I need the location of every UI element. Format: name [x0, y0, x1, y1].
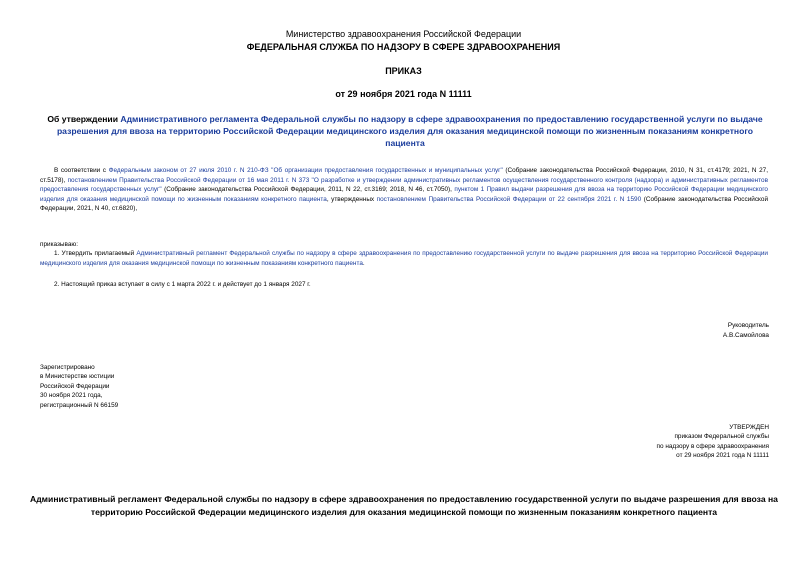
item1-text-1: 1. Утвердить прилагаемый [54, 250, 137, 257]
doc-type: ПРИКАЗ [385, 66, 422, 76]
registration-line-5: регистрационный N 66159 [40, 401, 119, 409]
order-word: приказываю: [40, 241, 78, 248]
approval-line-1: УТВЕРЖДЕН [729, 424, 769, 431]
ministry-name: Министерство здравоохранения Российской Федерации [285, 29, 522, 39]
preamble-text-1: В соответствии с [54, 167, 109, 174]
signatory-name: А.В.Самойлова [722, 332, 769, 339]
registration-line-2: в Министерстве юстиции [40, 373, 115, 381]
approval-block [657, 423, 769, 461]
link-administrative-regulation[interactable]: Административный регламент Федеральной службы по надзору в сфере здравоохранения по предоставлению государственной услуги по выдаче разрешения для ввоза на территорию Российской Федерации медицинского изделия для оказания медицинской помощи по жизненным показаниям конкретного пациента [40, 250, 768, 267]
order-item-2: 2. Настоящий приказ вступает в силу с 1 марта 2022 г. и действует до 1 января 2027 г. [54, 281, 311, 288]
order-item-1 [40, 249, 768, 268]
link-resolution-1590[interactable]: постановлением Правительства Российской Федерации от 22 сентября 2021 г. N 1590 [376, 195, 642, 203]
item1-text-2: . [362, 259, 365, 267]
approval-line-4: от 29 ноября 2021 года N 11111 [676, 452, 769, 460]
preamble-text-2: (Собрание законодательства Российской Федерации, 2010, N 31, ст.4179; 2021, N 27, ст.5178), [40, 167, 768, 184]
regulation-title: Административный регламент Федеральной службы по надзору в сфере здравоохранения по предоставлению государственной услуги по выдаче разрешения для ввоза на территорию Российской Федерации медицинского изделия для оказания медицинской помощи по жизненным показаниям конкретного пациента [30, 494, 778, 517]
order-title-prefix: Об утверждении [47, 114, 121, 124]
approval-line-3: по надзору в сфере здравоохранения [656, 442, 769, 450]
order-date-number: от 29 ноября 2021 года N 11111 [335, 89, 472, 99]
preamble-text-5: (Собрание законодательства Российской Федерации, 2021, N 40, ст.6820), [40, 195, 769, 213]
link-resolution-373[interactable]: постановлением Правительства Российской Федерации от 16 мая 2011 г. N 373 "О разработке и утверждении административных регламентов осуществления государственного контроля (надзора) и административных регламентов предоставления государственных услуг" [40, 176, 768, 194]
registration-line-1: Зарегистрировано [40, 364, 95, 371]
preamble-text-3: (Собрание законодательства Российской Федерации, 2011, N 22, ст.3169; 2018, N 46, ст.7050), [161, 186, 455, 194]
link-rules-item-1[interactable]: пунктом 1 Правил выдачи разрешения для ввоза на территорию Российской Федерации медицинского изделия для оказания медицинской помощи по жизненным показаниям конкретного пациента [40, 186, 768, 203]
registration-line-4: 30 ноября 2021 года, [40, 392, 103, 400]
order-title-link[interactable]: Административного регламента Федеральной службы по надзору в сфере здравоохранения по предоставлению государственной услуги по выдаче разрешения для ввоза на территорию Российской Федерации медицинского изделия для оказания медицинской помощи по жизненным показаниям конкретного пациента [56, 114, 763, 148]
link-federal-law-210[interactable]: Федеральным законом от 27 июля 2010 г. N 210-ФЗ "Об организации предоставления государственных и муниципальных услуг" [108, 167, 503, 174]
registration-line-3: Российской Федерации [40, 382, 110, 390]
preamble-text-4: , утвержденных [326, 195, 377, 203]
order-title [40, 113, 770, 149]
signatory-position: Руководитель [727, 322, 769, 329]
registration-block [40, 363, 118, 410]
approval-line-2: приказом Федеральной службы [674, 433, 769, 441]
preamble-paragraph [40, 166, 768, 214]
service-name: ФЕДЕРАЛЬНАЯ СЛУЖБА ПО НАДЗОРУ В СФЕРЕ ЗДРАВООХРАНЕНИЯ [246, 42, 561, 52]
